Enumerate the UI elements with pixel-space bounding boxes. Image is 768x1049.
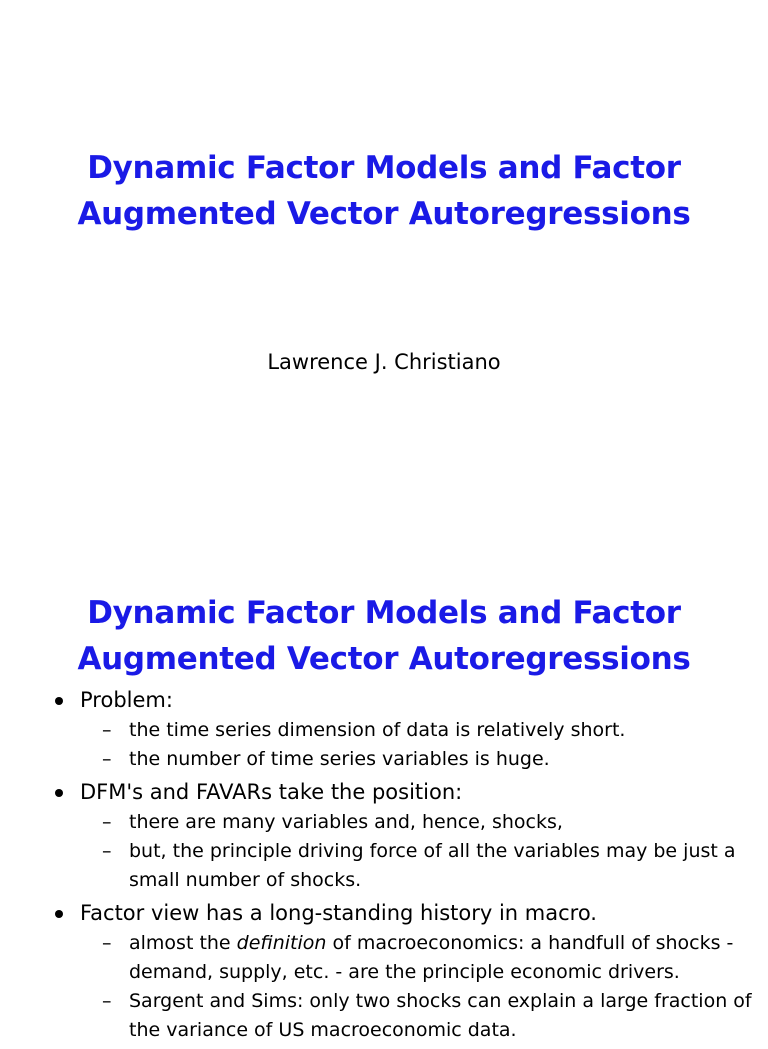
sub-item [102,929,752,987]
sub-item-text: there are many variables and, hence, shocks, [129,811,563,833]
author-name: Lawrence J. Christiano [267,350,501,374]
sub-list [80,929,752,1045]
bullet-dot-icon [55,789,63,797]
title-line-2: Augmented Vector Autoregressions [77,196,691,232]
bullet-item [52,778,752,895]
title-line-2: Augmented Vector Autoregressions [77,641,691,677]
title-slide-heading [0,145,768,237]
bullet-item [52,899,752,1045]
emphasis-definition: definition [236,932,327,954]
dash-icon: – [102,990,112,1012]
sub-item [102,987,752,1045]
dash-icon: – [102,932,112,954]
content-slide-heading [0,590,768,682]
sub-item-text: Sargent and Sims: only two shocks can explain a large fraction of the variance of US macroeconomic data. [129,990,752,1041]
sub-item-text-part: almost the [129,932,237,954]
dash-icon: – [102,719,112,741]
sub-list [80,716,752,774]
title-line-1: Dynamic Factor Models and Factor [87,150,681,186]
sub-item [102,837,752,895]
bullet-dot-icon [55,697,63,705]
bullet-dot-icon [55,910,63,918]
bullet-list [52,686,752,1049]
sub-item [102,745,752,774]
bullet-text: DFM's and FAVARs take the position: [80,780,463,804]
dash-icon: – [102,840,112,862]
title-line-1: Dynamic Factor Models and Factor [87,595,681,631]
sub-item-text: the number of time series variables is huge. [129,748,550,770]
sub-list [80,808,752,895]
sub-item-text: the time series dimension of data is relatively short. [129,719,626,741]
dash-icon: – [102,748,112,770]
sub-item [102,808,752,837]
sub-item-text [129,932,733,983]
bullet-text: Problem: [80,688,173,712]
sub-item-text-part: of macroeconomics: a handfull of shocks - demand, supply, etc. - are the principle economic drivers. [129,932,734,983]
sub-item-text: but, the principle driving force of all the variables may be just a small number of shocks. [129,840,736,891]
sub-item [102,716,752,745]
bullet-text: Factor view has a long-standing history in macro. [80,901,597,925]
dash-icon: – [102,811,112,833]
bullet-item [52,686,752,774]
